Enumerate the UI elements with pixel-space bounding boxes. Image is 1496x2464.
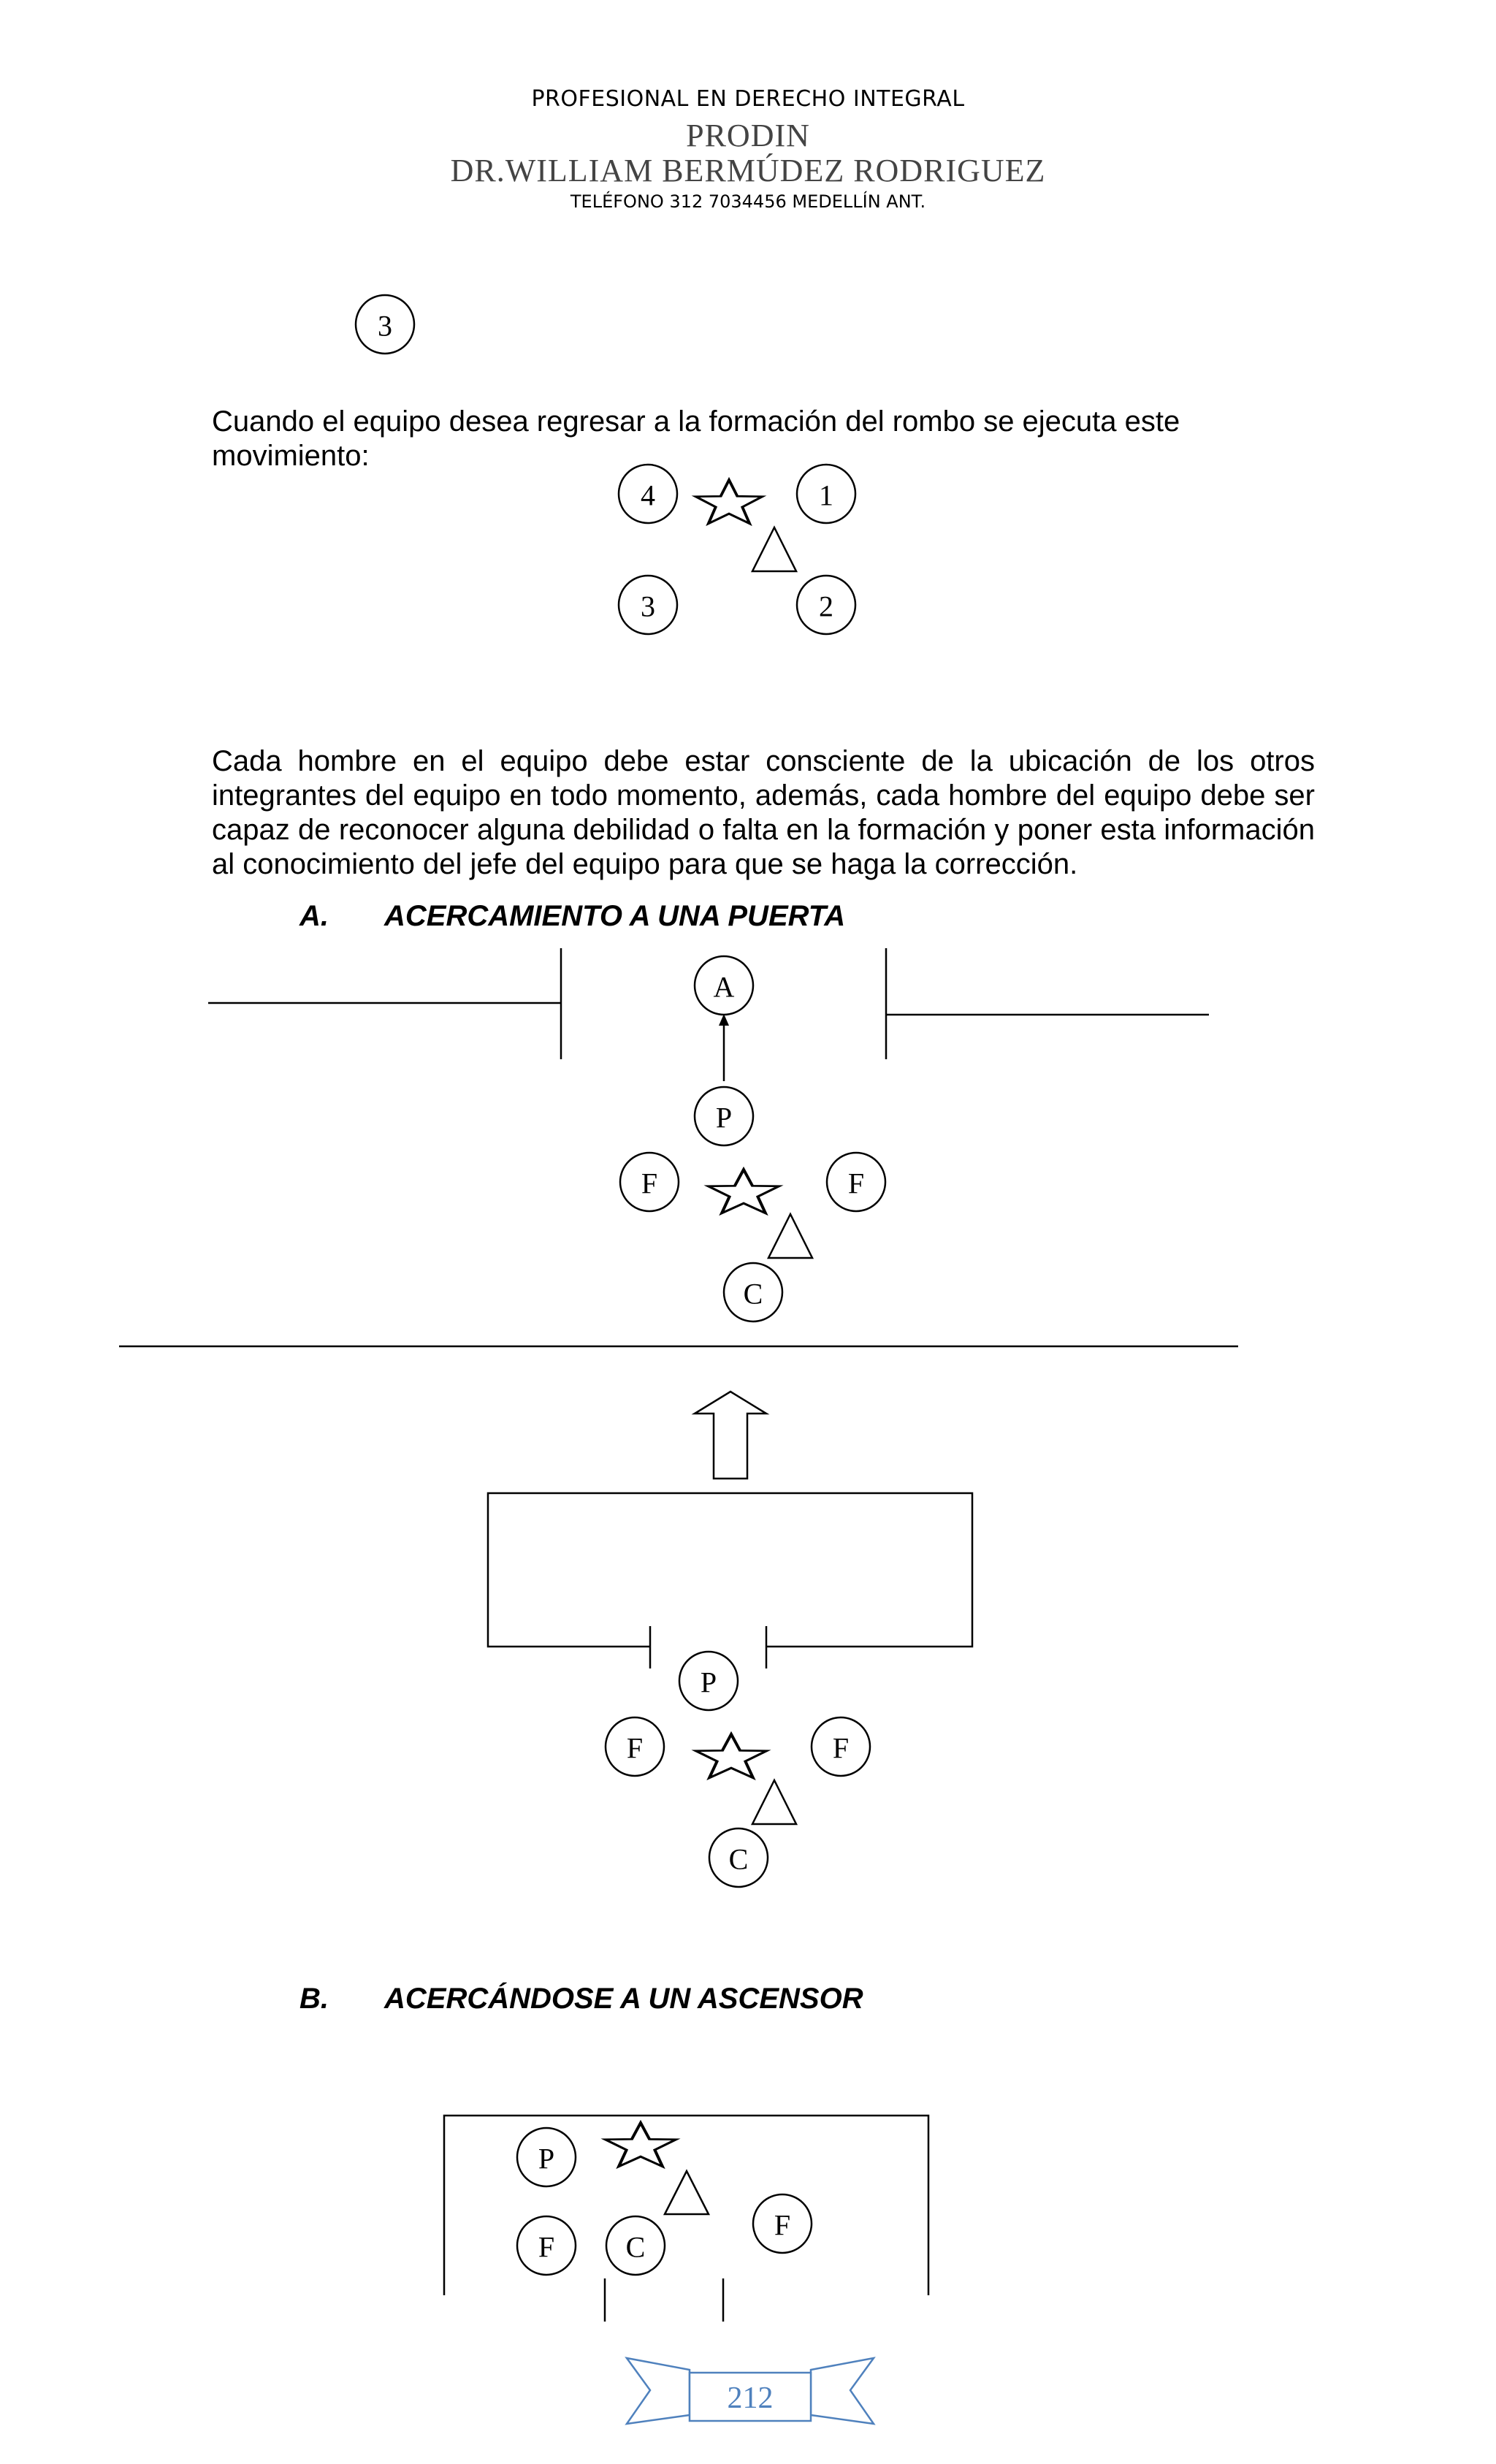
elevator-label-f-left: F bbox=[538, 2230, 555, 2264]
section-a-title: ACERCAMIENTO A UNA PUERTA bbox=[384, 900, 846, 932]
room-walls bbox=[488, 1493, 972, 1647]
elevator-label-p: P bbox=[538, 2142, 555, 2175]
triangle-icon bbox=[752, 527, 796, 571]
star-icon bbox=[695, 480, 762, 524]
star-icon bbox=[696, 1734, 767, 1778]
room-label-f-right: F bbox=[832, 1731, 850, 1765]
elevator-circle-p bbox=[517, 2128, 576, 2186]
elevator-circle-f-right bbox=[753, 2194, 812, 2253]
elevator-circle-c bbox=[606, 2216, 665, 2275]
door-circle-f-left bbox=[620, 1153, 679, 1211]
header-line-1: PROFESIONAL EN DERECHO INTEGRAL bbox=[531, 86, 965, 112]
door-label-c: C bbox=[743, 1277, 763, 1311]
header-line-3: DR.WILLIAM BERMÚDEZ RODRIGUEZ bbox=[450, 153, 1046, 188]
triangle-icon bbox=[768, 1214, 812, 1258]
hollow-arrow-up-icon bbox=[695, 1392, 766, 1479]
room-label-p: P bbox=[700, 1666, 717, 1699]
rombo-label-2: 2 bbox=[819, 590, 833, 623]
rombo-label-3: 3 bbox=[641, 590, 655, 623]
door-circle-c bbox=[724, 1263, 782, 1321]
door-diagram bbox=[119, 948, 1238, 1346]
room-circle-p bbox=[679, 1652, 738, 1710]
room-circle-c bbox=[709, 1828, 768, 1887]
arrow-head-icon bbox=[719, 1014, 729, 1026]
elevator-label-f-right: F bbox=[774, 2208, 791, 2242]
rombo-circle-1 bbox=[797, 465, 855, 523]
room-circle-f-left bbox=[606, 1717, 664, 1776]
door-circle-a bbox=[695, 956, 753, 1015]
header-line-4: TELÉFONO 312 7034456 MEDELLÍN ANT. bbox=[570, 191, 926, 212]
section-b-letter: B. bbox=[299, 1983, 329, 2015]
rombo-label-4: 4 bbox=[641, 478, 655, 512]
rombo-diagram bbox=[619, 465, 855, 634]
rombo-circle-3 bbox=[619, 576, 677, 634]
ribbon-banner bbox=[627, 2358, 874, 2424]
star-icon bbox=[606, 2123, 676, 2167]
star-icon bbox=[709, 1170, 779, 1213]
triangle-icon bbox=[665, 2171, 709, 2214]
door-label-f-left: F bbox=[641, 1167, 658, 1200]
elevator-label-c: C bbox=[625, 2230, 646, 2264]
rombo-circle-2 bbox=[797, 576, 855, 634]
elevator-circle-f-left bbox=[517, 2216, 576, 2275]
door-label-a: A bbox=[713, 970, 735, 1004]
door-circle-p bbox=[695, 1087, 753, 1145]
top-fig-circle bbox=[356, 295, 414, 354]
room-label-c: C bbox=[728, 1842, 749, 1876]
door-circle-f-right bbox=[827, 1153, 885, 1211]
paragraph-rombo: Cuando el equipo desea regresar a la formación del rombo se ejecuta este movimiento: bbox=[212, 405, 1180, 472]
room-circle-f-right bbox=[812, 1717, 870, 1776]
door-label-f-right: F bbox=[847, 1167, 865, 1200]
header-line-2: PRODIN bbox=[686, 118, 810, 153]
page-number: 212 bbox=[727, 2381, 774, 2415]
rombo-circle-4 bbox=[619, 465, 677, 523]
room-label-f-left: F bbox=[626, 1731, 644, 1765]
triangle-icon bbox=[752, 1780, 796, 1824]
paragraph-awareness: Cada hombre en el equipo debe estar consciente de la ubicación de los otros integrantes del equipo en todo momento, además, cada hombre del equipo debe ser capaz de reconocer alguna debilidad o falta en la formación y poner esta información al conocimiento del jefe del equipo para que se haga la corrección. bbox=[212, 745, 1315, 880]
section-a-letter: A. bbox=[299, 900, 329, 932]
section-b-title: ACERCÁNDOSE A UN ASCENSOR bbox=[384, 1983, 863, 2015]
rombo-label-1: 1 bbox=[819, 478, 833, 512]
room-diagram bbox=[488, 1392, 972, 1887]
door-label-p: P bbox=[715, 1101, 733, 1134]
top-fig-circle-label: 3 bbox=[378, 309, 392, 343]
elevator-diagram bbox=[444, 2116, 928, 2322]
